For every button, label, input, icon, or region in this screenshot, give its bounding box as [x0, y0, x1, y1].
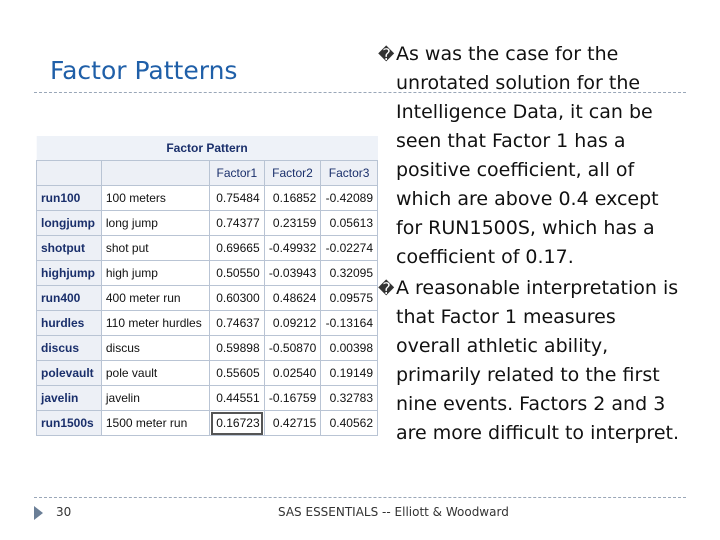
row-variable-label: long jump: [101, 211, 209, 236]
factor2-value: 0.09212: [264, 311, 321, 336]
table-row: [37, 261, 378, 286]
factor3-value: -0.13164: [321, 311, 378, 336]
table-row: [37, 411, 378, 436]
factor3-value: 0.00398: [321, 336, 378, 361]
factor2-value: 0.23159: [264, 211, 321, 236]
row-variable-name: longjump: [37, 211, 102, 236]
row-variable-name: run100: [37, 186, 102, 211]
row-variable-name: shotput: [37, 236, 102, 261]
table-row: [37, 286, 378, 311]
bullet-item: [372, 274, 682, 448]
factor1-value: 0.75484: [210, 186, 265, 211]
table-caption: Factor Pattern: [37, 136, 378, 161]
factor3-value: 0.32783: [321, 386, 378, 411]
row-variable-label: pole vault: [101, 361, 209, 386]
row-variable-name: polevault: [37, 361, 102, 386]
row-variable-label: 1500 meter run: [101, 411, 209, 436]
row-variable-label: discus: [101, 336, 209, 361]
table-row: [37, 386, 378, 411]
bullet-item: [372, 40, 682, 272]
page-arrow-icon: [34, 506, 43, 520]
factor2-value: -0.16759: [264, 386, 321, 411]
factor2-value: -0.49932: [264, 236, 321, 261]
factor2-value: 0.16852: [264, 186, 321, 211]
factor1-value: 0.55605: [210, 361, 265, 386]
footer-text: SAS ESSENTIALS -- Elliott & Woodward: [278, 505, 509, 519]
column-header-factor3: Factor3: [321, 161, 378, 186]
row-variable-name: highjump: [37, 261, 102, 286]
row-variable-name: javelin: [37, 386, 102, 411]
table-row: [37, 311, 378, 336]
factor-pattern-table: [36, 136, 378, 436]
page-number: 30: [56, 505, 72, 519]
factor1-value: 0.60300: [210, 286, 265, 311]
slide-title: Factor Patterns: [50, 56, 238, 85]
factor2-value: 0.42715: [264, 411, 321, 436]
factor1-value: 0.69665: [210, 236, 265, 261]
bullet-list: [372, 40, 682, 448]
row-variable-name: run1500s: [37, 411, 102, 436]
factor1-value: 0.59898: [210, 336, 265, 361]
row-variable-label: 110 meter hurdles: [101, 311, 209, 336]
factor2-value: -0.50870: [264, 336, 321, 361]
factor1-value: 0.44551: [210, 386, 265, 411]
row-variable-name: discus: [37, 336, 102, 361]
footer-divider: [34, 497, 686, 498]
table-row: [37, 236, 378, 261]
header-blank: [37, 161, 102, 186]
row-variable-label: high jump: [101, 261, 209, 286]
factor3-value: 0.32095: [321, 261, 378, 286]
factor3-value: -0.02274: [321, 236, 378, 261]
table-row: [37, 211, 378, 236]
row-variable-label: javelin: [101, 386, 209, 411]
factor3-value: 0.40562: [321, 411, 378, 436]
column-header-factor1: Factor1: [210, 161, 265, 186]
factor1-value: 0.50550: [210, 261, 265, 286]
factor2-value: -0.03943: [264, 261, 321, 286]
factor1-value: 0.74377: [210, 211, 265, 236]
bullet-text: As was the case for the unrotated solution for the Intelligence Data, it can be seen that Factor 1 has a positive coefficient, all of which are above 0.4 except for RUN1500S, which has a coefficient of 0.17.: [396, 43, 659, 268]
row-variable-name: run400: [37, 286, 102, 311]
factor3-value: -0.42089: [321, 186, 378, 211]
factor1-value-highlighted: 0.16723: [210, 411, 265, 436]
table-row: [37, 186, 378, 211]
table-row: [37, 361, 378, 386]
factor2-value: 0.48624: [264, 286, 321, 311]
column-header-factor2: Factor2: [264, 161, 321, 186]
bullet-marker-icon: �: [378, 279, 395, 298]
factor1-value: 0.74637: [210, 311, 265, 336]
table-row: [37, 336, 378, 361]
bullet-text: A reasonable interpretation is that Factor 1 measures overall athletic ability, primarily related to the first nine events. Factors 2 and 3 are more difficult to interpret.: [396, 277, 680, 444]
factor3-value: 0.05613: [321, 211, 378, 236]
factor-pattern-table-region: [36, 136, 378, 442]
row-variable-label: 400 meter run: [101, 286, 209, 311]
header-blank: [101, 161, 209, 186]
factor3-value: 0.19149: [321, 361, 378, 386]
factor2-value: 0.02540: [264, 361, 321, 386]
bullet-marker-icon: �: [378, 45, 395, 64]
row-variable-label: shot put: [101, 236, 209, 261]
row-variable-name: hurdles: [37, 311, 102, 336]
factor3-value: 0.09575: [321, 286, 378, 311]
row-variable-label: 100 meters: [101, 186, 209, 211]
